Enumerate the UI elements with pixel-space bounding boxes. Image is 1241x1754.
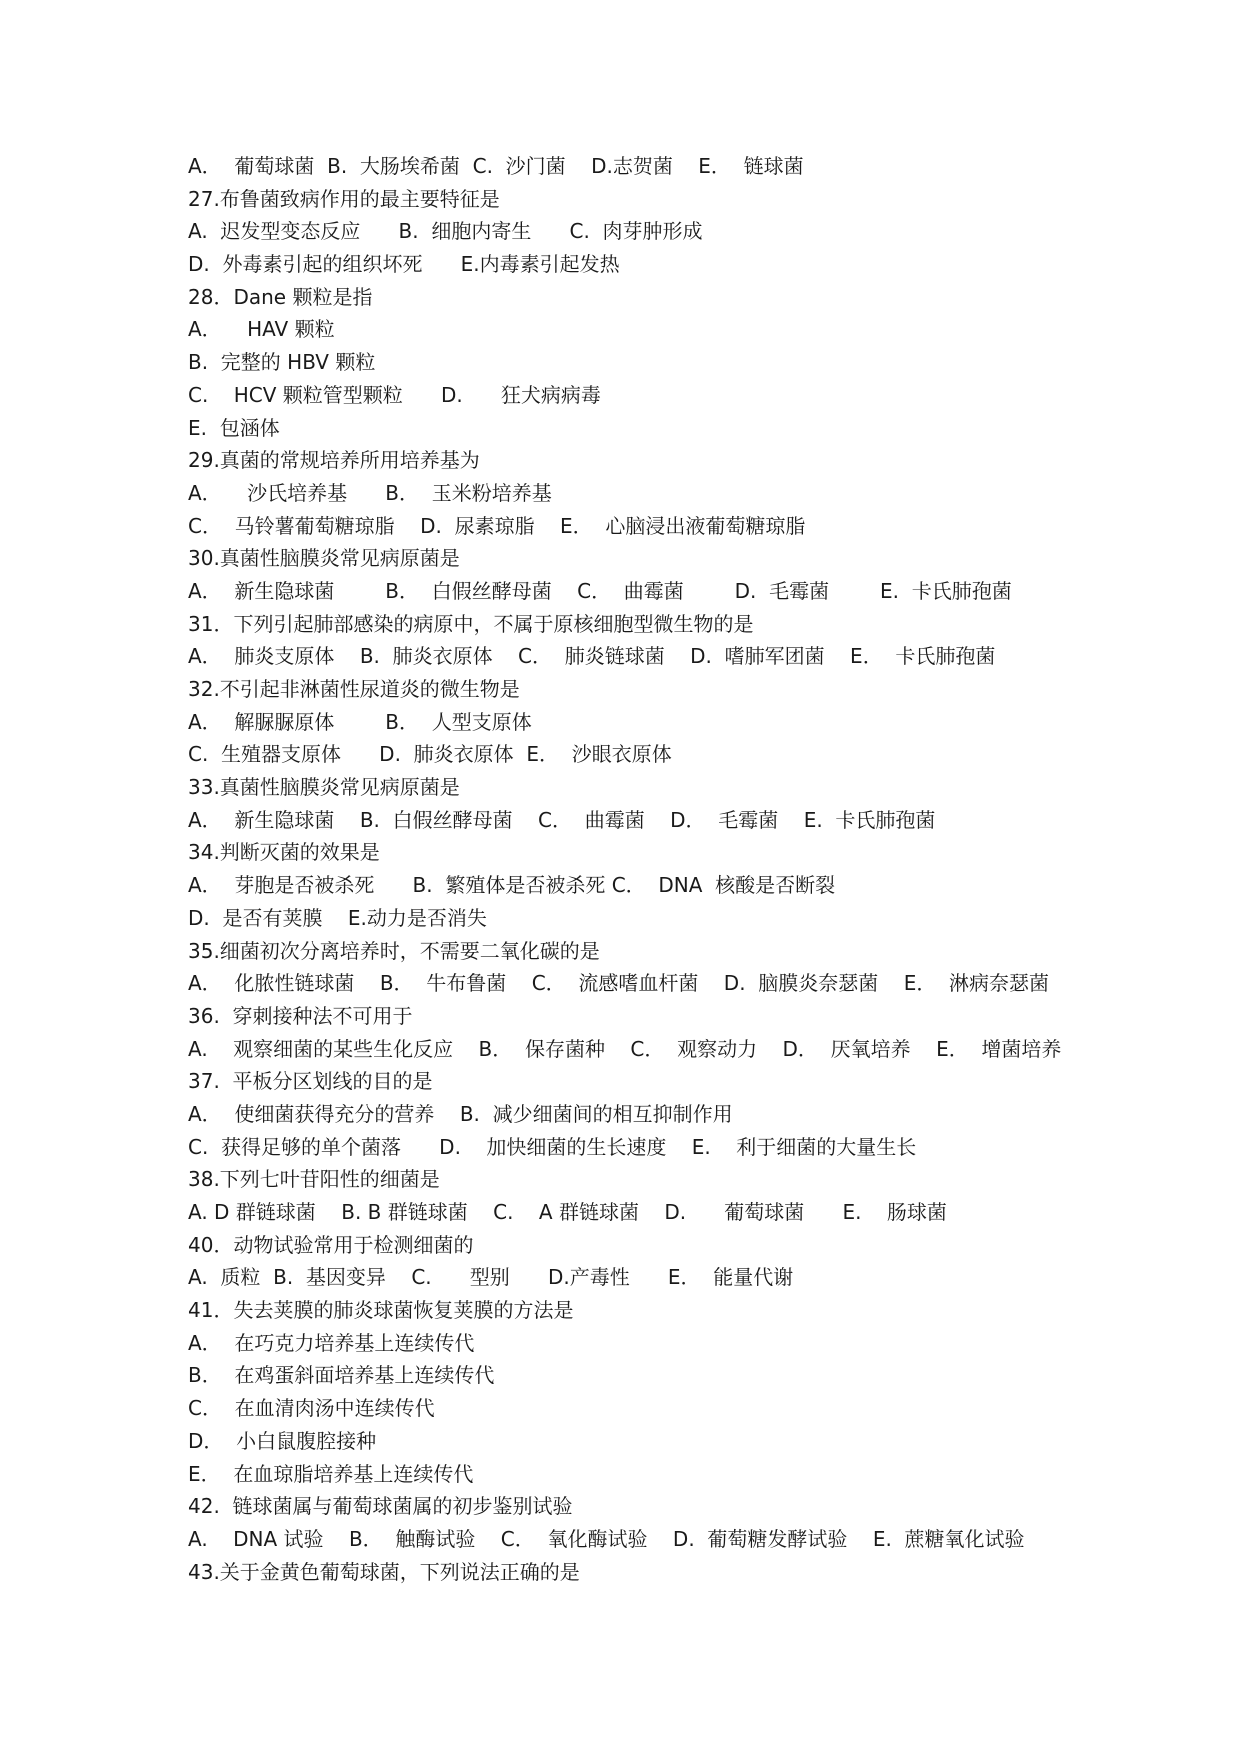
text-line: 41．失去荚膜的肺炎球菌恢复荚膜的方法是 (188, 1298, 574, 1323)
text-line: 40．动物试验常用于检测细菌的 (188, 1232, 474, 1257)
text-line: 30.真菌性脑膜炎常见病原菌是 (188, 546, 460, 571)
text-line: 34.判断灭菌的效果是 (188, 840, 380, 865)
text-line: 36. 穿刺接种法不可用于 (188, 1003, 413, 1028)
text-line: A． 芽胞是否被杀死 B. 繁殖体是否被杀死 C． DNA 核酸是否断裂 (188, 873, 836, 898)
text-line: D. 外毒素引起的组织坏死 E.内毒素引起发热 (188, 252, 620, 277)
text-line: C. 生殖器支原体 D. 肺炎衣原体 E． 沙眼衣原体 (188, 742, 672, 767)
document-body (188, 150, 1088, 1588)
text-line: 31．下列引起肺部感染的病原中，不属于原核细胞型微生物的是 (188, 611, 754, 636)
text-line: 37. 平板分区划线的目的是 (188, 1069, 433, 1094)
text-line: B. 完整的 HBV 颗粒 (188, 350, 376, 375)
text-line: D. 是否有荚膜 E.动力是否消失 (188, 905, 487, 930)
text-line: D． 小白鼠腹腔接种 (188, 1428, 377, 1453)
text-line: A． 在巧克力培养基上连续传代 (188, 1330, 475, 1355)
text-line: A. D 群链球菌 B. B 群链球菌 C. A 群链球菌 D. 葡萄球菌 E. 肠球菌 (188, 1200, 947, 1224)
text-line: A． 化脓性链球菌 B． 牛布鲁菌 C． 流感嗜血杆菌 D. 脑膜炎奈瑟菌 E． 淋病奈瑟菌 (188, 971, 1050, 996)
text-line: A. 迟发型变态反应 B. 细胞内寄生 C. 肉芽肿形成 (188, 219, 703, 244)
text-line: 28．Dane 颗粒是指 (188, 284, 373, 309)
text-line: A． 新生隐球菌 B． 白假丝酵母菌 C． 曲霉菌 D. 毛霉菌 E. 卡氏肺孢菌 (188, 578, 1012, 603)
text-line: A． 葡萄球菌 B. 大肠埃希菌 C. 沙门菌 D.志贺菌 E． 链球菌 (188, 154, 804, 178)
text-line: A. 观察细菌的某些生化反应 B． 保存菌种 C． 观察动力 D． 厌氧培养 E． 增菌培养 (188, 1036, 1062, 1061)
text-line: 32.不引起非淋菌性尿道炎的微生物是 (188, 677, 520, 701)
text-line: A． 使细菌获得充分的营养 B. 减少细菌间的相互抑制作用 (188, 1101, 733, 1126)
text-line: A． 新生隐球菌 B. 白假丝酵母菌 C． 曲霉菌 D． 毛霉菌 E. 卡氏肺孢菌 (188, 807, 936, 832)
text-line: A． 解脲脲原体 B． 人型支原体 (188, 709, 532, 734)
text-line: 38.下列七叶苷阳性的细菌是 (188, 1167, 440, 1192)
text-line: C. 获得足够的单个菌落 D. 加快细菌的生长速度 E. 利于细菌的大量生长 (188, 1134, 917, 1159)
text-line: E. 包涵体 (188, 415, 280, 440)
text-line: A． 肺炎支原体 B. 肺炎衣原体 C． 肺炎链球菌 D. 嗜肺军团菌 E． 卡氏肺孢菌 (188, 644, 996, 669)
text-line: B． 在鸡蛋斜面培养基上连续传代 (188, 1363, 495, 1388)
text-line: 33.真菌性脑膜炎常见病原菌是 (188, 775, 460, 800)
text-line: A． 沙氏培养基 B． 玉米粉培养基 (188, 480, 552, 505)
text-line: 35.细菌初次分离培养时，不需要二氧化碳的是 (188, 938, 600, 963)
text-line: C． 马铃薯葡萄糖琼脂 D. 尿素琼脂 E． 心脑浸出液葡萄糖琼脂 (188, 513, 806, 538)
text-line: 27.布鲁菌致病作用的最主要特征是 (188, 186, 500, 211)
text-line: 43.关于金黄色葡萄球菌，下列说法正确的是 (188, 1559, 580, 1584)
text-line: 42. 链球菌属与葡萄球菌属的初步鉴别试验 (188, 1494, 573, 1519)
text-line: C. HCV 颗粒管型颗粒 D. 狂犬病病毒 (188, 382, 601, 407)
text-line: C． 在血清肉汤中连续传代 (188, 1396, 435, 1421)
text-line: A. DNA 试验 B． 触酶试验 C． 氧化酶试验 D. 葡萄糖发酵试验 E. 蔗糖氧化试验 (188, 1526, 1025, 1551)
text-line: A. 质粒 B. 基因变异 C. 型别 D.产毒性 E． 能量代谢 (188, 1265, 794, 1290)
text-line: 29.真菌的常规培养所用培养基为 (188, 448, 480, 473)
text-line: A． HAV 颗粒 (188, 317, 335, 342)
text-line: E． 在血琼脂培养基上连续传代 (188, 1461, 474, 1486)
